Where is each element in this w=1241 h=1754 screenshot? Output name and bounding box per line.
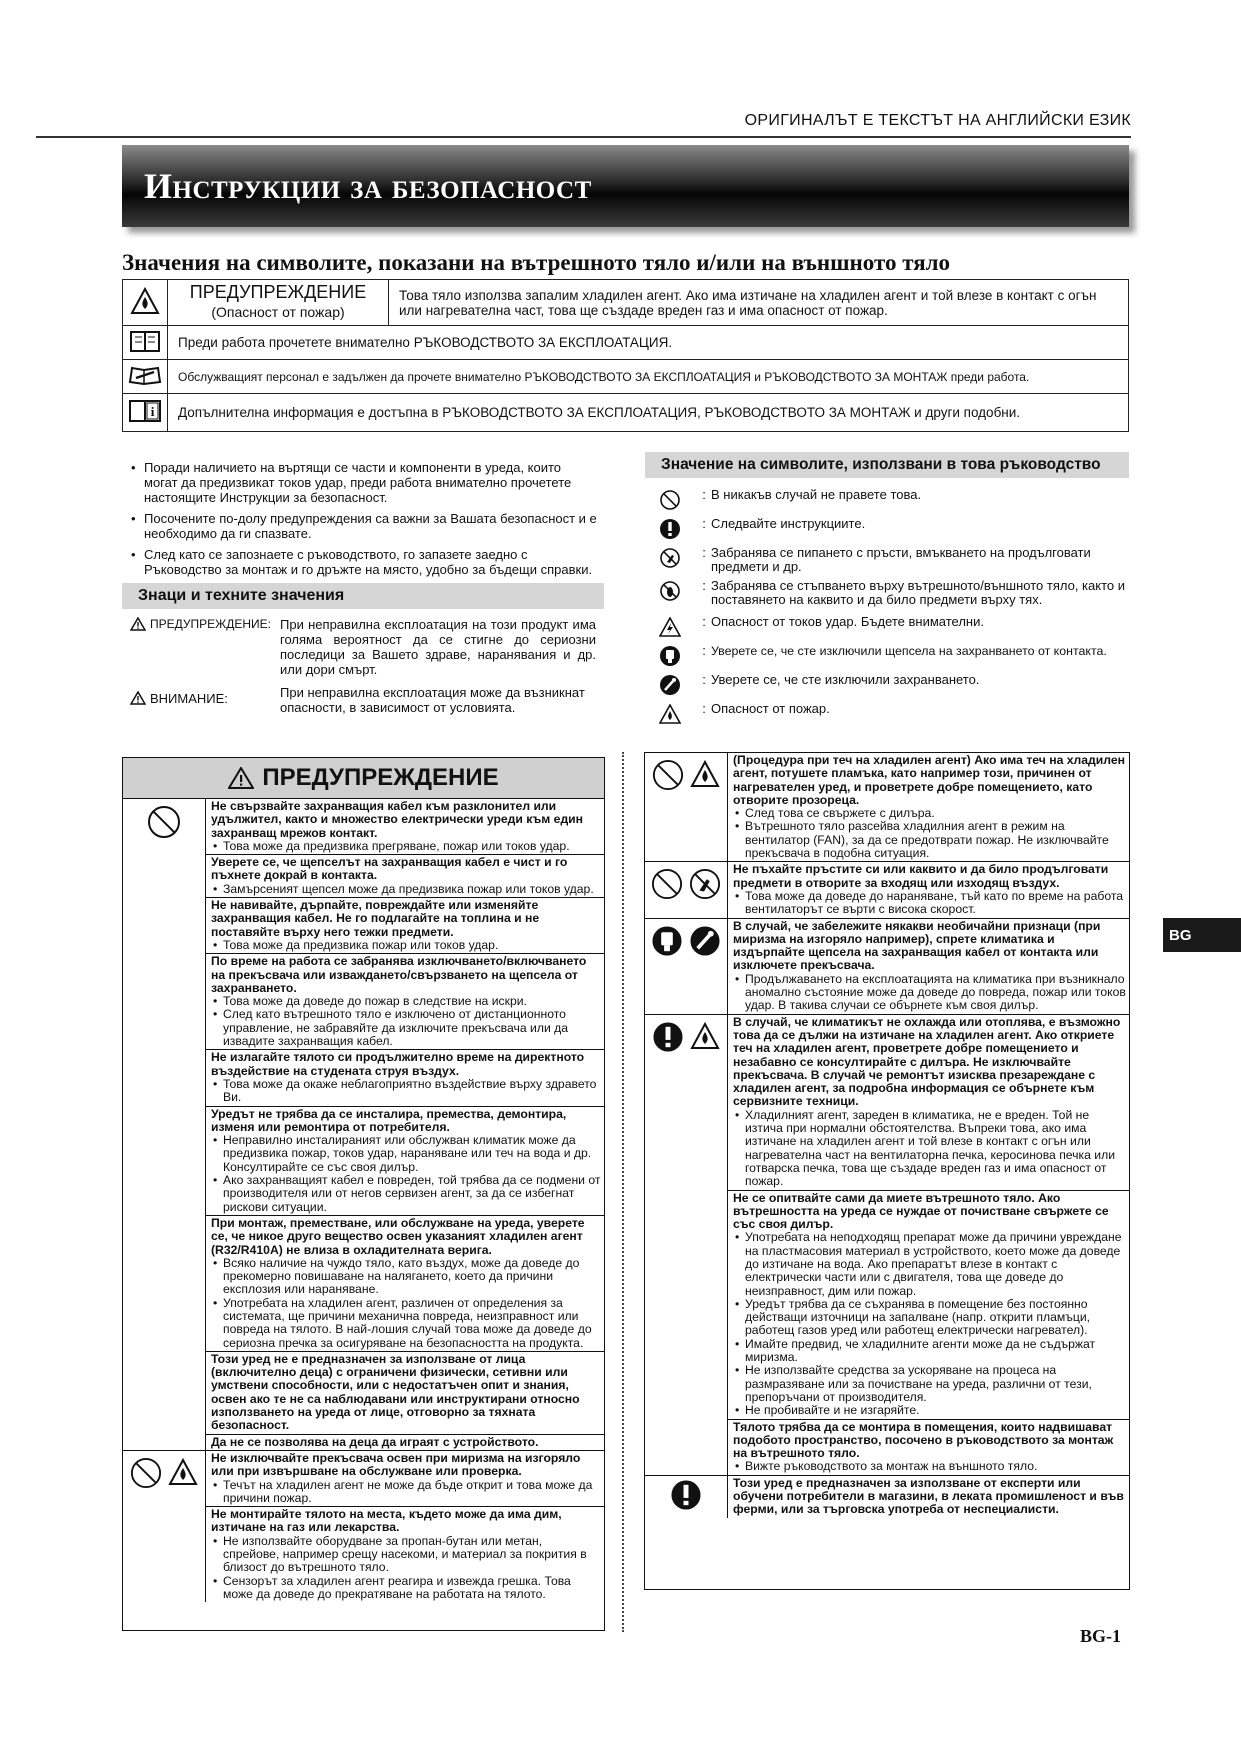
warning-item-title: Не свързвайте захранващия кабел към разклонител или удължител, както и множество електрически уреди към един захранващ мрежов контакт.: [211, 799, 584, 840]
warning-item-bullet: • Вътрешното тяло разсейва хладилния агент в режим на вентилатор (FAN), за да се предотврати пожар. Не изключвайте прекъсвача в подобна ситуация.: [733, 820, 1126, 860]
warning-item: [206, 1216, 604, 1352]
warning-section-mandatory: [645, 1476, 1129, 1518]
warning-item-bullet: • Имайте предвид, че хладилните агенти може да не съдържат миризма.: [733, 1338, 1126, 1365]
warning-item-title: По време на работа се забранява изключването/включването на прекъсвача или изваждането/свързването на щепсела от захранването.: [211, 954, 587, 995]
mandatory-icon: [670, 1479, 702, 1514]
warning-item-bullet: • Сензорът за хладилен агент реагира и извежда грешка. Това може да доведе до прекратяване на работата на тялото.: [211, 1575, 601, 1602]
mandatory-icon: [655, 517, 685, 541]
warning-item: [206, 799, 604, 855]
fire-hazard-icon: [690, 759, 720, 861]
warning-item-title: Не пъхайте пръстите си или каквито и да било продълговати предмети в отворите за входящ или изходящ въздух.: [733, 862, 1109, 890]
sign-caution-row: [130, 685, 596, 715]
warning-item-bullet: • Употребата на хладилен агент, различен от определения за системата, ще причини механична повреда, неизправност или повреда на тялото. В най-лошия случай това може да доведе до сериозна пречка за осигуряване на безопасността на продукта.: [211, 1297, 601, 1350]
prohibited-icon: [130, 1457, 162, 1602]
unplug-icon: [655, 644, 685, 668]
symbol-row: : Уверете се, че сте изключили щепсела на захранването от контакта.: [655, 644, 1129, 673]
warning-item-bullet: • Това може да окаже неблагоприятно въздействие върху здравето Ви.: [211, 1078, 601, 1105]
intro-bullet: • Посочените по-долу предупреждения са важни за Вашата безопасност и е необходимо да ги спазвате.: [128, 511, 598, 541]
warning-item: [206, 1451, 604, 1507]
sign-caution-desc: При неправилна експлоатация може да възникнат опасности, в зависимост от условията.: [280, 685, 585, 715]
warning-item-bullet: • Това може да предизвика прегряване, пожар или токов удар.: [211, 840, 601, 853]
warning-item-title: Не монтирайте тялото на места, където може да има дим, изтичане на газ или лекарства.: [211, 1507, 562, 1535]
warning-table-header: [123, 758, 604, 799]
warning-item-bullet: • Това може да доведе до пожар в следствие на искри.: [211, 995, 601, 1008]
symbol-row: : Следвайте инструкциите.: [655, 517, 1129, 546]
page-title: Инструкции за безопасност: [144, 166, 592, 206]
original-language-note: ОРИГИНАЛЪТ Е ТЕКСТЪТ НА АНГЛИЙСКИ ЕЗИК: [744, 112, 1131, 129]
intro-bullets: [128, 460, 598, 583]
info-manual-text: Допълнителна информация е достъпна в РЪКОВОДСТВОТО ЗА ЕКСПЛОАТАЦИЯ, РЪКОВОДСТВОТО ЗА МОНТАЖ и други подобни.: [168, 394, 1129, 432]
warning-item-title: В случай, че климатикът не охлажда или отоплява, е възможно това да се дължи на изтичане на хладилен агент. Ако откриете теч на хладилен агент, проветрете добре помещението и незабавно се консултирайте с дилъра. Не изключвайте прекъсвача. В случай че ремонтът изисква презареждане с хладилен агент, за подробна информация се обърнете към сервизните техници.: [733, 1014, 1121, 1109]
warning-item-bullet: • Употребата на неподходящ препарат може да причини увреждане на пластмасовия материал в устройството, което може да доведе до изтичане на вода. Ако препаратът влезе в контакт с електрически части или с двигателя, това ще доведе до неизправност, дим или пожар.: [733, 1231, 1126, 1297]
warning-item-bullet: • След като вътрешното тяло е изключено от дистанционното управление, не забравяйте да изключите прекъсвача или да извадите захранващия кабел.: [211, 1008, 601, 1048]
title-banner: [122, 145, 1129, 227]
sign-warning-desc: При неправилна експлоатация на този продукт има голяма вероятност да се стигне до сериозни последици за Вашето здраве, наранявания и др. или дори смърт.: [280, 617, 596, 677]
warning-item: [728, 1015, 1129, 1191]
warning-fire-text: Това тяло използва запалим хладилен агент. Ако има изтичане на хладилен агент и той влезе в контакт с огън или нагревателна част, това ще създаде вреден газ и има опасност от пожар.: [389, 280, 1129, 326]
warning-section-leak: [645, 753, 1129, 862]
warning-item-bullet: • Хладилният агент, зареден в климатика, не е вреден. Той не изтича при нормални обстоятелства. Въпреки това, ако има изтичане на хладилен агент и той влезе в контакт с огън или нагревателна част на вентилаторна печка, керосинова печка или готварска печка, това ще създаде вреден газ и има опасност от пожар.: [733, 1109, 1126, 1189]
signs-section: [122, 583, 604, 723]
warning-item: [206, 1507, 604, 1602]
warning-triangle-icon: [130, 617, 146, 677]
electric-shock-icon: [655, 615, 685, 639]
prohibited-icon: [652, 759, 684, 861]
power-off-icon: [655, 673, 685, 697]
warning-item-bullet: • Не пробивайте и не изгаряйте.: [733, 1404, 1126, 1417]
symbol-row: : В никакъв случай не правете това.: [655, 488, 1129, 517]
warning-item-title: Уредът не трябва да се инсталира, премества, демонтира, изменя или ремонтира от потребителя.: [211, 1106, 567, 1134]
warning-item-title: Уверете се, че щепселът на захранващия кабел е чист и го пъхнете докрай в контакта.: [211, 855, 568, 883]
warning-item: [728, 862, 1129, 917]
symbols-table: [122, 279, 1129, 432]
manual-book-icon: [123, 326, 168, 360]
warning-table-left: [122, 757, 605, 1631]
warning-item: [206, 898, 604, 954]
warning-item-title: Не се опитвайте сами да миете вътрешното тяло. Ако вътрешността на уреда се нуждае от почистване свържете се със своя дилър.: [733, 1190, 1109, 1232]
symbol-row: : Опасност от пожар.: [655, 702, 1129, 731]
info-manual-icon: [123, 394, 168, 432]
warning-item-bullet: • Неправилно инсталираният или обслужван климатик може да предизвика пожар, токов удар, нараняване или теч на вода и др. Консултирайте се със своя дилър.: [211, 1134, 601, 1174]
fire-hazard-icon: [655, 702, 685, 726]
language-tab: BG: [1163, 918, 1241, 952]
warning-item-bullet: • Течът на хладилен агент не може да бъде открит и това може да причини пожар.: [211, 1479, 601, 1506]
warning-item-title: Този уред е предназначен за използване от експерти или обучени потребители в магазини, в леката промишленост и във ферми, или за търговска употреба от неспециалисти.: [733, 1475, 1124, 1517]
unplug-icon: [651, 925, 683, 1014]
warning-item: [728, 1476, 1129, 1518]
manual-symbols-section: [645, 452, 1129, 731]
symbol-row: : Уверете се, че сте изключили захранването.: [655, 673, 1129, 702]
warning-section-prohibited: [123, 799, 604, 1451]
warning-subtitle: (Опасност от пожар): [211, 304, 345, 320]
manual-symbols-heading: Значение на символите, използвани в това ръководство: [645, 452, 1129, 478]
warning-item: [206, 1107, 604, 1216]
warning-item-bullet: • Уредът трябва да се съхранява в помещение без постоянно действащи източници на запалване (напр. открити пламъци, работещ газов уред или работещ електрически нагревател).: [733, 1298, 1126, 1338]
warning-item-bullet: • Продължаването на експлоатацията на климатика при възникнало аномално състояние може да доведе до повреда, пожар или токов удар. В такива случаи се обърнете към своя дилър.: [733, 973, 1126, 1013]
warning-item: [206, 954, 604, 1050]
warning-item-bullet: • Не използвайте средства за ускоряване на процеса на размразяване или за почистване на уреда, различни от тези, препоръчани от производителя.: [733, 1364, 1126, 1404]
page-number: BG-1: [1079, 1626, 1121, 1646]
header-rule: [36, 136, 1131, 138]
caution-triangle-icon: [130, 691, 146, 715]
warning-section-fingers: [645, 862, 1129, 918]
warning-item-title: (Процедура при теч на хладилен агент) Ако има теч на хладилен агент, потушете пламъка, като например този, причинен от нагревателен уред, и проветрете добре помещението, като отворите прозореца.: [733, 753, 1126, 807]
warning-item-title: Не изключвайте прекъсвача освен при миризма на изгоряло или при извършване на обслужване или проверка.: [211, 1450, 581, 1479]
no-finger-icon: [655, 546, 685, 570]
fire-hazard-icon: [690, 1021, 720, 1475]
prohibited-icon: [651, 868, 683, 917]
warning-item: [206, 855, 604, 898]
warning-item-bullet: • Всяко наличие на чуждо тяло, като въздух, може да доведе до прекомерно повишаване на налягането, което да причини експлозия или нараняване.: [211, 1257, 601, 1297]
mandatory-icon: [652, 1021, 684, 1475]
warning-item-bullet: • Вижте ръководството за монтаж на външното тяло.: [733, 1460, 1126, 1473]
intro-bullet: • Поради наличието на въртящи се части и компоненти в уреда, които могат да предизвикат токов удар, преди работа внимателно прочетете настоящите Инструкции за безопасност.: [128, 460, 598, 505]
sign-warning-row: [130, 617, 596, 677]
warning-item-title: При монтаж, преместване, или обслужване на уреда, уверете се, че никое друго вещество освен указаният хладилен агент (R32/R410A) не влиза в охладителната верига.: [211, 1215, 585, 1257]
warning-item: [728, 1420, 1129, 1475]
warning-triangle-icon: [228, 767, 254, 789]
warning-item: [206, 1435, 604, 1450]
column-divider: [622, 752, 624, 1632]
warning-table-right: [644, 752, 1130, 1590]
fire-hazard-icon: [168, 1457, 198, 1602]
warning-section-prohibited-fire: [123, 1451, 604, 1602]
symbol-row: : Забранява се стъпването върху вътрешното/външното тяло, както и поставянето на каквито и да било предмети върху тях.: [655, 579, 1129, 615]
warning-item-bullet: • Ако захранващият кабел е повреден, той трябва да се подмени от производителя или от негов сервизен агент, за да се избегнат рискови ситуации.: [211, 1174, 601, 1214]
warning-item-title: Тялото трябва да се монтира в помещения, които надвишават подобото пространство, посочено в ръководството за монтаж на вътрешното тяло.: [733, 1419, 1114, 1461]
read-manual-text: Преди работа прочетете внимателно РЪКОВОДСТВОТО ЗА ЕКСПЛОАТАЦИЯ.: [168, 326, 1129, 360]
warning-section-unplug: [645, 919, 1129, 1015]
no-finger-icon: [689, 868, 721, 917]
warning-item-title: Този уред не е предназначен за използване от лица (включително деца) с ограничени физически, сетивни или умствени способности, или с недостатъчен опит и знания, освен ако те не са наблюдавани или инструктирани относно използването на уреда от лице, отговорно за тяхната безопасност.: [211, 1351, 580, 1433]
prohibited-icon: [147, 805, 181, 1450]
warning-item: [206, 1050, 604, 1106]
warning-item-title: Не излагайте тялото си продължително време на директното въздействие на студената струя въздух.: [211, 1050, 585, 1078]
warning-item: [728, 919, 1129, 1014]
intro-bullet: • След като се запознаете с ръководството, го запазете заедно с Ръководство за монтаж и го дръжте на място, удобно за бъдещи справки.: [128, 547, 598, 577]
sign-warning-label: ПРЕДУПРЕЖДЕНИЕ:: [150, 617, 271, 631]
service-manual-text: Обслужващият персонал е задължен да прочете внимателно РЪКОВОДСТВОТО ЗА ЕКСПЛОАТАЦИЯ и РЪКОВОДСТВОТО ЗА МОНТАЖ преди работа.: [168, 360, 1129, 394]
symbols-heading: Значения на символите, показани на вътрешното тяло и/или на външното тяло: [122, 250, 951, 275]
warning-item-bullet: • Не използвайте оборудване за пропан-бутан или метан, спрейове, например срещу насекоми, и материал за покрития в близост до вътрешното тяло.: [211, 1535, 601, 1575]
warning-title: ПРЕДУПРЕЖДЕНИЕ: [189, 282, 367, 302]
service-manual-icon: [123, 360, 168, 394]
symbol-row: : Забранява се пипането с пръсти, вмъкването на продълговати предмети и др.: [655, 546, 1129, 579]
sign-caution-label: ВНИМАНИЕ:: [150, 691, 228, 706]
svg-text:i: i: [150, 404, 155, 419]
warning-item-title: Не навивайте, дърпайте, повреждайте или изменяйте захранващия кабел. Не го подлагайте на топлина и не поставяйте върху него тежки предмети.: [211, 898, 540, 939]
warning-item-bullet: • След това се свържете с дилъра.: [733, 807, 1126, 820]
signs-heading: Знаци и техните значения: [122, 583, 604, 609]
warning-item-title: Да не се позволява на деца да играят с устройството.: [211, 1434, 539, 1449]
prohibited-icon: [655, 488, 685, 512]
warning-item: [206, 1352, 604, 1435]
fire-hazard-icon: [123, 280, 168, 326]
warning-fire-label: [168, 280, 389, 326]
warning-item: [728, 753, 1129, 861]
symbol-row: : Опасност от токов удар. Бъдете внимателни.: [655, 615, 1129, 644]
warning-item-title: В случай, че забележите някакви необичайни признаци (при миризма на изгоряло например), спрете климатика и издърпайте щепсела на захранващия кабел от контакта или изключете прекъсвача.: [733, 918, 1101, 973]
warning-section-mandatory-fire: [645, 1015, 1129, 1476]
warning-item-bullet: • Това може да предизвика пожар или токов удар.: [211, 939, 601, 952]
warning-table-title: ПРЕДУПРЕЖДЕНИЕ: [262, 764, 499, 792]
warning-item-bullet: • Замърсеният щепсел може да предизвика пожар или токов удар.: [211, 883, 601, 896]
warning-item: [728, 1191, 1129, 1420]
power-off-icon: [689, 925, 721, 1014]
warning-item-bullet: • Това може да доведе до нараняване, тъй като по време на работа вентилаторът се върти с висока скорост.: [733, 890, 1126, 917]
no-stepping-icon: [655, 579, 685, 603]
